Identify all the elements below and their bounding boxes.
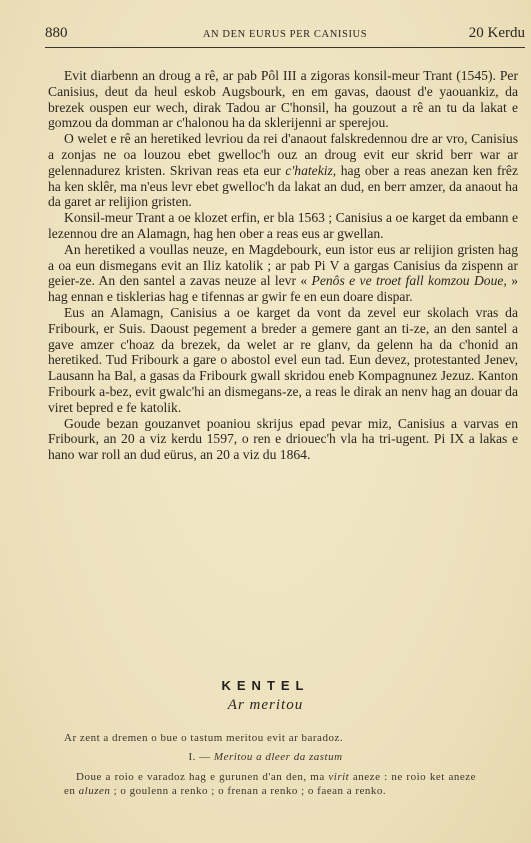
- paragraph: O welet e rê an heretiked levriou da rei d'anaout falskredennou dre ar vro, Canisius a zonjas ne oa louzou ebet gwelloc'h ouz an droug evit eur skrid berr war ar gelennadurez kristen. Skrivan reas eta eur c'hatekiz, hag ober a reas anezan ken frêz ha ken sklêr, ma n'eus levr ebet gwelloc'h da lakat an dud, en berr amzer, da anaout ha da garet ar relijion gristen.: [48, 131, 518, 210]
- paragraph: Eus an Alamagn, Canisius a oe karget da vont da zevel eur skolach vras da Fribourk, er Suis. Daoust pegement a breder a gemere gant an ti-ze, an den santel a gave amzer c'hoaz da brezek, da welet ar re glanv, da gelenn ha da c'honid an heretiked. Tud Fribourk a gare o abostol evel eun tad. Eun devez, protestanted Jenev, Lausann ha Bal, a gasas da Fribourk gwall skridou eneb Kompagnunez Jezuz. Kanton Fribourk a-bez, evit gwalc'hi an dismegans-ze, a reas le dirak an nenv hag an douar da viret bepred e fe katolik.: [48, 304, 518, 415]
- page-header: [45, 25, 525, 48]
- section-heading: I. — Meritou a dleer da zastum: [188, 751, 343, 763]
- lesson-intro: Ar zent a dremen o bue o tastum meritou evit ar baradoz.: [64, 732, 344, 744]
- lesson-heading: KENTEL: [221, 678, 310, 693]
- lesson-subtitle: Ar meritou: [227, 697, 304, 713]
- page-number: 880: [45, 25, 68, 41]
- running-title: AN DEN EURUS PER CANISIUS: [202, 29, 368, 40]
- paragraph: Evit diarbenn an droug a rê, ar pab Pôl III a zigoras konsil-meur Trant (1545). Per Canisius, deut da heul eskob Augsbourk, en em gavas, daoust d'e yaouankiz, da brezek ouspen eur wech, dirak Tadou ar C'honsil, ha gouzout a rê an tu da lakat e gomzou da domman ar c'halonou ha da sklerijenni ar sperejou.: [48, 68, 518, 131]
- running-date: 20 Kerdu: [468, 25, 525, 41]
- paragraph: Konsil-meur Trant a oe klozet erfin, er bla 1563 ; Canisius a oe karget da embann e lezennou dre an Alamagn, hag hen ober a reas eus ar gwellan.: [48, 210, 518, 241]
- paragraph: Goude bezan gouzanvet poaniou skrijus epad pevar miz, Canisius a varvas en Fribourk, an 20 a viz kerdu 1597, o ren e driouec'h vla ha tri-ugent. Pi IX a lakas e hano war roll an dud eürus, an 20 a viz du 1864.: [48, 415, 518, 463]
- section-text: Doue a roio e varadoz hag e gurunen d'an den, ma virit aneze : ne roio ket aneze en aluzen ; o goulenn a renko ; o frenan a renko ; o faean a renko.: [64, 771, 476, 797]
- paragraph: An heretiked a voullas neuze, en Magdebourk, eun istor eus ar relijion gristen hag a oa eun dismegans evit an Iliz katolik ; ar pab Pi V a gargas Canisius da zispenn ar geier-ze. An den santel a zavas neuze al levr « Penôs e ve troet fall komzou Doue, » hag ennan e tisklerias hag e tifennas ar gwir fe en eun doare dispar.: [48, 241, 519, 305]
- main-text: [48, 68, 518, 463]
